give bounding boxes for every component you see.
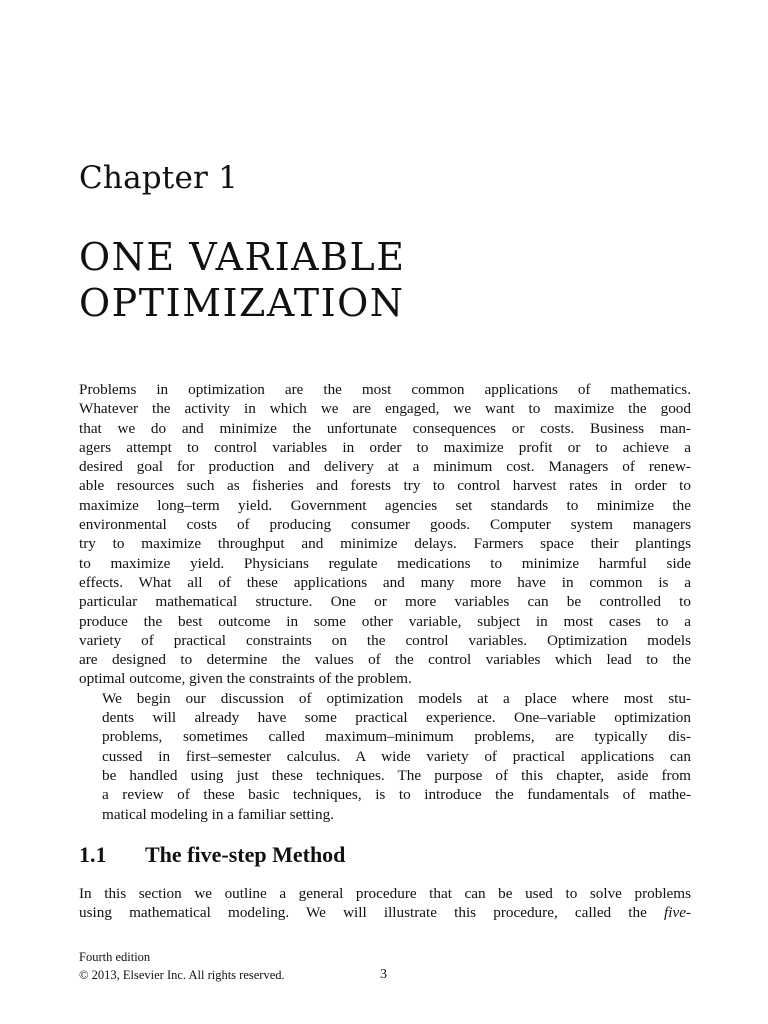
text-line: produce the best outcome in some other variable, subject in most cases to a xyxy=(79,612,691,630)
intro-paragraph-2 xyxy=(79,689,691,824)
edition-note: Fourth edition xyxy=(79,950,151,964)
text-line: that we do and minimize the unfortunate consequences or costs. Business man- xyxy=(79,419,691,437)
chapter-intro xyxy=(79,380,691,824)
chapter-label: Chapter 1 xyxy=(79,160,239,196)
section-text-line xyxy=(79,903,691,922)
text-line: Whatever the activity in which we are engaged, we want to maximize the good xyxy=(79,400,691,418)
section-title: The five-step Method xyxy=(145,842,346,867)
section-number: 1.1 xyxy=(79,842,107,867)
intro-paragraph-1 xyxy=(79,380,691,689)
section-text-segment: using mathematical modeling. We will illustrate this procedure, called the xyxy=(79,904,665,922)
text-line: maximize long–term yield. Government agencies set standards to minimize the xyxy=(79,496,691,514)
section-intro-paragraph xyxy=(79,884,691,923)
text-line: to maximize yield. Physicians regulate medications to minimize harmful side xyxy=(79,554,691,572)
text-line: Problems in optimization are the most common applications of mathematics. xyxy=(79,381,691,398)
text-line: cussed in first–semester calculus. A wide variety of practical applications can xyxy=(102,747,691,765)
text-line: able resources such as fisheries and forests try to control harvest rates in order to xyxy=(79,477,691,495)
text-line: particular mathematical structure. One or more variables can be controlled to xyxy=(79,593,691,611)
copyright-notice: © 2013, Elsevier Inc. All rights reserved. xyxy=(79,968,285,982)
text-line: desired goal for production and delivery at a minimum cost. Managers of renew- xyxy=(79,458,691,476)
text-line: optimal outcome, given the constraints of the problem. xyxy=(79,670,412,688)
text-line: variety of practical constraints on the control variables. Optimization models xyxy=(79,631,691,649)
text-line: matical modeling in a familiar setting. xyxy=(102,805,334,823)
text-line: be handled using just these techniques. The purpose of this chapter, aside from xyxy=(102,766,691,784)
text-line: We begin our discussion of optimization models at a place where most stu- xyxy=(102,689,691,707)
section-text-italic: five- xyxy=(664,904,691,922)
text-line: agers attempt to control variables in order to maximize profit or to achieve a xyxy=(79,438,691,456)
text-line: dents will already have some practical experience. One–variable optimization xyxy=(102,709,691,727)
section-text-line: In this section we outline a general procedure that can be used to solve problems xyxy=(79,885,691,902)
page-number: 3 xyxy=(380,967,387,982)
text-line: environmental costs of producing consumer goods. Computer system managers xyxy=(79,516,691,534)
chapter-title xyxy=(79,234,406,326)
text-line: problems, sometimes called maximum–minimum problems, are typically dis- xyxy=(102,728,691,746)
chapter-title-line-2: OPTIMIZATION xyxy=(79,281,405,325)
text-line: try to maximize throughput and minimize delays. Farmers space their plantings xyxy=(79,535,691,553)
section-heading xyxy=(79,842,345,868)
text-line: effects. What all of these applications and many more have in common is a xyxy=(79,573,691,591)
text-line: are designed to determine the values of the control variables which lead to the xyxy=(79,651,691,669)
chapter-title-line-1: ONE VARIABLE xyxy=(79,235,406,279)
page-footer xyxy=(79,948,285,984)
text-line: a review of these basic techniques, is to introduce the fundamentals of mathe- xyxy=(102,786,691,804)
